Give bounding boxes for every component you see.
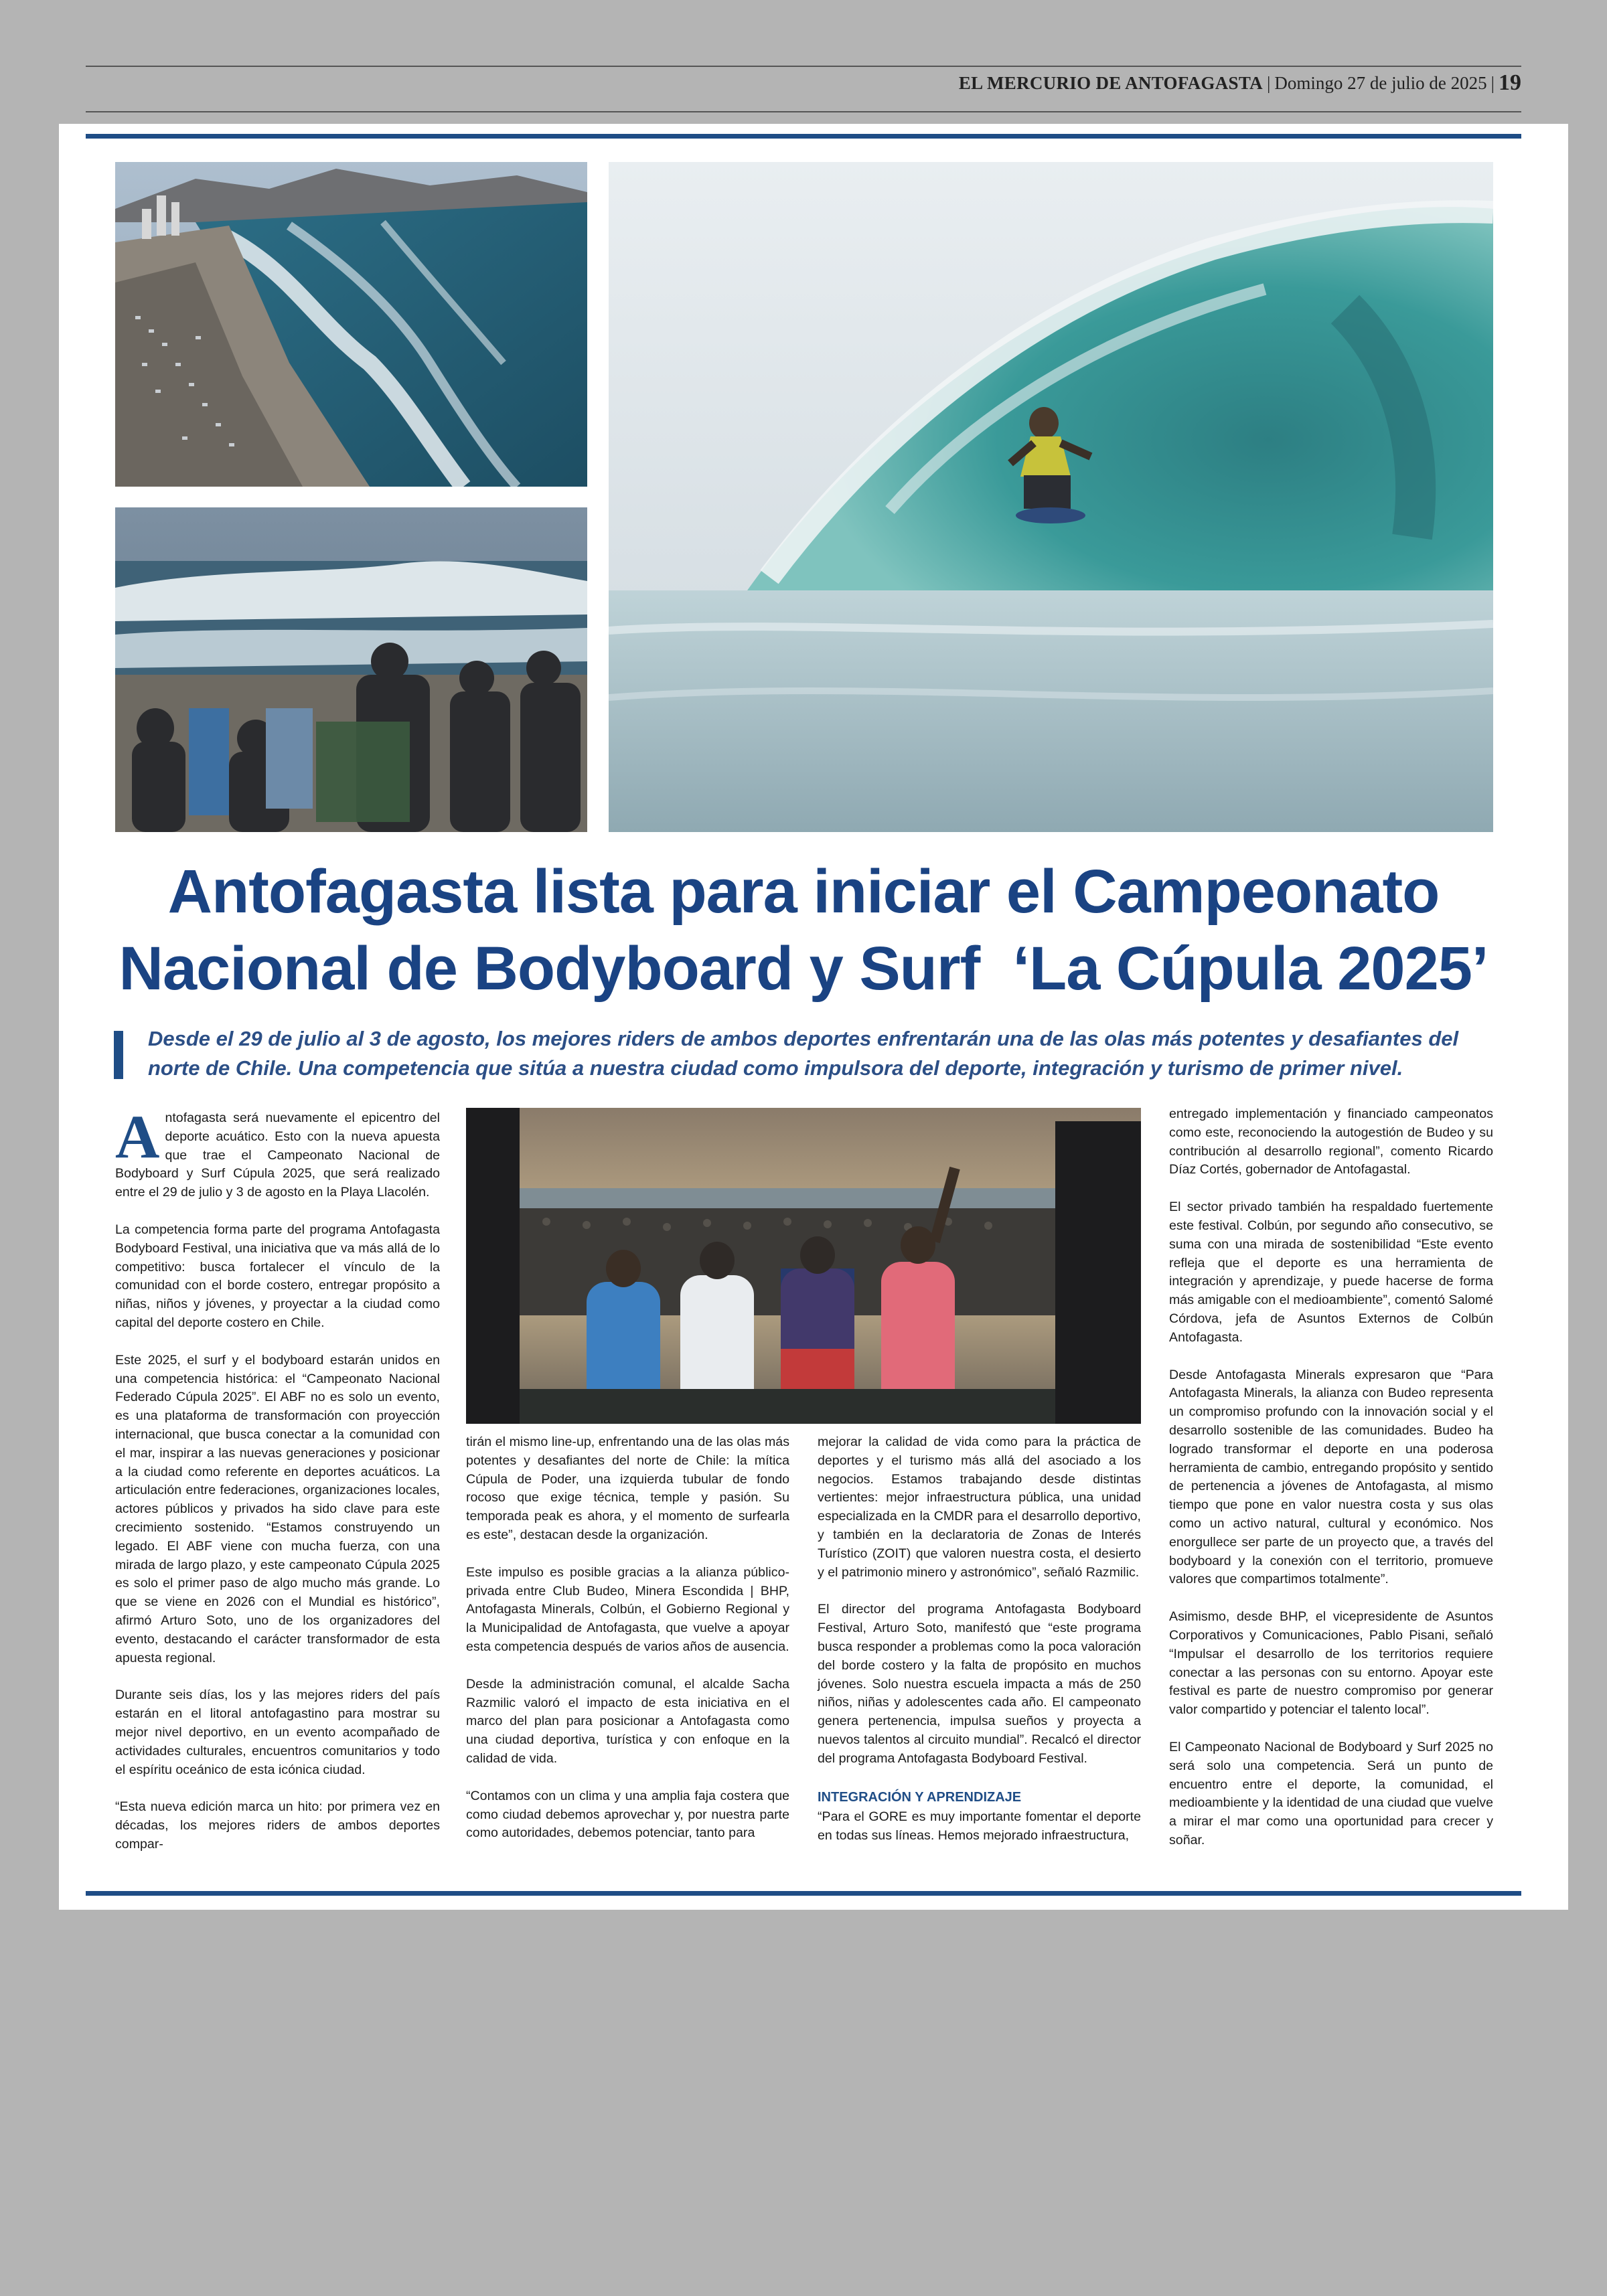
text-column-2: [466, 1433, 789, 1843]
paragraph: “Contamos con un clima y una amplia faja costera que como ciudad debemos aprovechar y, por nuestra parte como autoridades, debemos potenciar, tanto para: [466, 1788, 789, 1841]
headline-line-1: Antofagasta lista para iniciar el Campeonato: [167, 857, 1440, 926]
paragraph: Desde Antofagasta Minerals expresaron que “Para Antofagasta Minerals, la alianza con Budeo representa un compromiso profundo con la innovación social y el desarrollo sostenible de las comunidades. Budeo ha logrado transformar el deporte en una poderosa herramienta de cambio, entregando propósito y sentido de pertenencia a jóvenes de Antofagasta, al mismo tiempo que pone en valor nuestra costa y sus olas como un activo natural, cultural y económico. Nos enorgullece ser parte de un proyecto que, a través del bodyboard y la conexión con el territorio, promueve valores que compartimos totalmente”.: [1169, 1367, 1493, 1587]
page-number: 19: [1499, 70, 1521, 95]
paragraph: Durante seis días, los y las mejores riders del país estarán en el litoral antofagastino para mostrar su mejor nivel deportivo, en un evento acompañado de actividades culturales, encuentros comunitarios y todo el espíritu oceánico de esta icónica ciudad.: [115, 1688, 440, 1777]
photo-surfer-tube: [609, 162, 1493, 832]
paragraph: Desde la administración comunal, el alcalde Sacha Razmilic valoró el impacto de esta iniciativa en el marco del plan para posicionar a Antofagasta como una ciudad deportiva, turística y con enfoque en la calidad de vida.: [466, 1676, 789, 1766]
paragraph: entregado implementación y financiado campeonatos como este, reconociendo la autogestión de Budeo y su contribución al desarrollo regional”, comento Ricardo Díaz Cortés, gobernador de Antofagastal.: [1169, 1106, 1493, 1177]
paragraph: “Para el GORE es muy importante fomentar el deporte en todas sus líneas. Hemos mejorado infraestructura,: [818, 1809, 1141, 1843]
header-separator: |: [1490, 72, 1495, 93]
text-column-4: [1169, 1105, 1493, 1850]
header-separator: |: [1266, 72, 1271, 93]
lead-bar: [114, 1031, 123, 1079]
paragraph: El director del programa Antofagasta Bodyboard Festival, Arturo Soto, manifestó que “este programa busca responder a problemas como la poca valoración del borde costero y la falta de propósito en muchos jóvenes. Solo nuestra escuela impacta a más de 250 niños, niñas y adolescentes cada año. El campeonato genera pertenencia, impulsa sueños y proyecta a nuevos talentos al circuito mundial”. Recalcó el director del programa Antofagasta Bodyboard Festival.: [818, 1602, 1141, 1766]
header-rule-bottom: [86, 111, 1521, 112]
photo-aerial-coast: [115, 162, 587, 487]
photo-podium-crowd: [466, 1108, 1141, 1424]
newspaper-sheet: [59, 124, 1568, 1910]
paragraph: El sector privado también ha respaldado fuertemente este festival. Colbún, por segundo año consecutivo, se suma con una mirada de sostenibilidad “Este evento refleja que el deporte es una herramienta de integración y aprendizaje, y puede hacerse de forma más amigable con el medioambiente”, comentó Salomé Córdova, jefa de Asuntos Externos de Colbún Antofagasta.: [1169, 1200, 1493, 1345]
paragraph: “Esta nueva edición marca un hito: por primera vez en décadas, los mejores riders de ambos deportes compar-: [115, 1799, 440, 1852]
header-rule-top: [86, 66, 1521, 67]
issue-date: Domingo 27 de julio de 2025: [1274, 72, 1487, 93]
article-lead: Desde el 29 de julio al 3 de agosto, los mejores riders de ambos deportes enfrentarán una de las olas más potentes y desafiantes del norte de Chile. Una competencia que sitúa a nuestra ciudad como impulsora del deporte, integración y turismo de primer nivel.: [148, 1027, 1459, 1080]
article-headline: [86, 853, 1521, 1007]
paragraph: mejorar la calidad de vida como para la práctica de deportes y el turismo más allá del asociado a los negocios. Estamos trabajando desde distintas vertientes: mejor infraestructura pública, una unidad especializada en la CMDR para el desarrollo deportivo, y también en la declaratoria de Zonas de Interés Turístico (ZOIT) que valoren nuestra costa, el desierto y el patrimonio minero y astronómico”, señaló Razmilic.: [818, 1434, 1141, 1580]
paragraph: La competencia forma parte del programa Antofagasta Bodyboard Festival, una iniciativa que va más allá de lo competitivo: busca fortalecer el vínculo de la comunidad con el borde costero, entregar propósito a niñas, niños y jóvenes, y proyectar a la ciudad como capital del deporte costero en Chile.: [115, 1222, 440, 1330]
page-header: [959, 70, 1521, 96]
paragraph: El Campeonato Nacional de Bodyboard y Surf 2025 no será solo una competencia. Será un punto de encuentro entre el deporte, la comunidad, el medioambiente y la identidad de una ciudad que vuelve a mirar el mar como una oportunidad para crecer y soñar.: [1169, 1739, 1493, 1848]
section-subhead: INTEGRACIÓN Y APRENDIZAJE: [818, 1789, 1022, 1805]
paragraph: Este 2025, el surf y el bodyboard estarán unidos en una competencia histórica: el “Campeonato Nacional Federado Cúpula 2025”. El ABF no es solo un evento, es una plataforma de transformación con proyección internacional, que busca conectar a la comunidad con el mar, inspirar a las nuevas generaciones y posicionar a la ciudad como referente en deportes acuáticos. La articulación entre federaciones, organizaciones locales, actores públicos y privados ha sido clave para este crecimiento sostenido. “Estamos construyendo un legado. El ABF viene con mucha fuerza, con una mirada de largo plazo, y este campeonato Cúpula 2025 es solo el primer paso de algo mucho más grande. Lo que se viene en 2026 con el Mundial es histórico”, afirmó Arturo Soto, uno de los organizadores del evento, destacando el carácter transformador de esta apuesta regional.: [115, 1352, 440, 1665]
photo-spectators: [115, 507, 587, 832]
paragraph: Este impulso es posible gracias a la alianza público-privada entre Club Budeo, Minera Escondida | BHP, Antofagasta Minerals, Colbún, el Gobierno Regional y la Municipalidad de Antofagasta, que vuelve a apoyar esta competencia después de varios años de ausencia.: [466, 1564, 789, 1654]
paragraph: Asimismo, desde BHP, el vicepresidente de Asuntos Corporativos y Comunicaciones, Pablo Pisani, señaló “Impulsar el desarrollo de los territorios requiere conectar a las personas con su entorno. Apoyar este festival es parte de nuestro compromiso por generar valor compartido y potenciar el talento local”.: [1169, 1609, 1493, 1718]
publication-name: EL MERCURIO DE ANTOFAGASTA: [958, 72, 1263, 93]
paragraph: tirán el mismo line-up, enfrentando una de las olas más potentes y desafiantes del norte de Chile: la mítica Cúpula de Poder, una izquierda tubular de fondo rocoso que exige técnica, temple y pasión. Su temporada peak es ahora, y el momento de surfearla es este”, destacan desde la organización.: [466, 1434, 789, 1542]
paragraph: ntofagasta será nuevamente el epicentro del deporte acuático. Esto con la nueva apuesta que trae el Campeonato Nacional de Bodyboard y Surf Cúpula 2025, que será realizado entre el 29 de julio y 3 de agosto en la Playa Llacolén.: [115, 1111, 440, 1200]
drop-cap: A: [115, 1102, 160, 1171]
text-column-1: [115, 1102, 440, 1854]
headline-line-2: Nacional de Bodyboard y Surf ‘La Cúpula 2025’: [119, 934, 1488, 1003]
bottom-blue-rule: [86, 1891, 1521, 1896]
text-column-3: [818, 1433, 1141, 1846]
top-blue-rule: [86, 134, 1521, 139]
